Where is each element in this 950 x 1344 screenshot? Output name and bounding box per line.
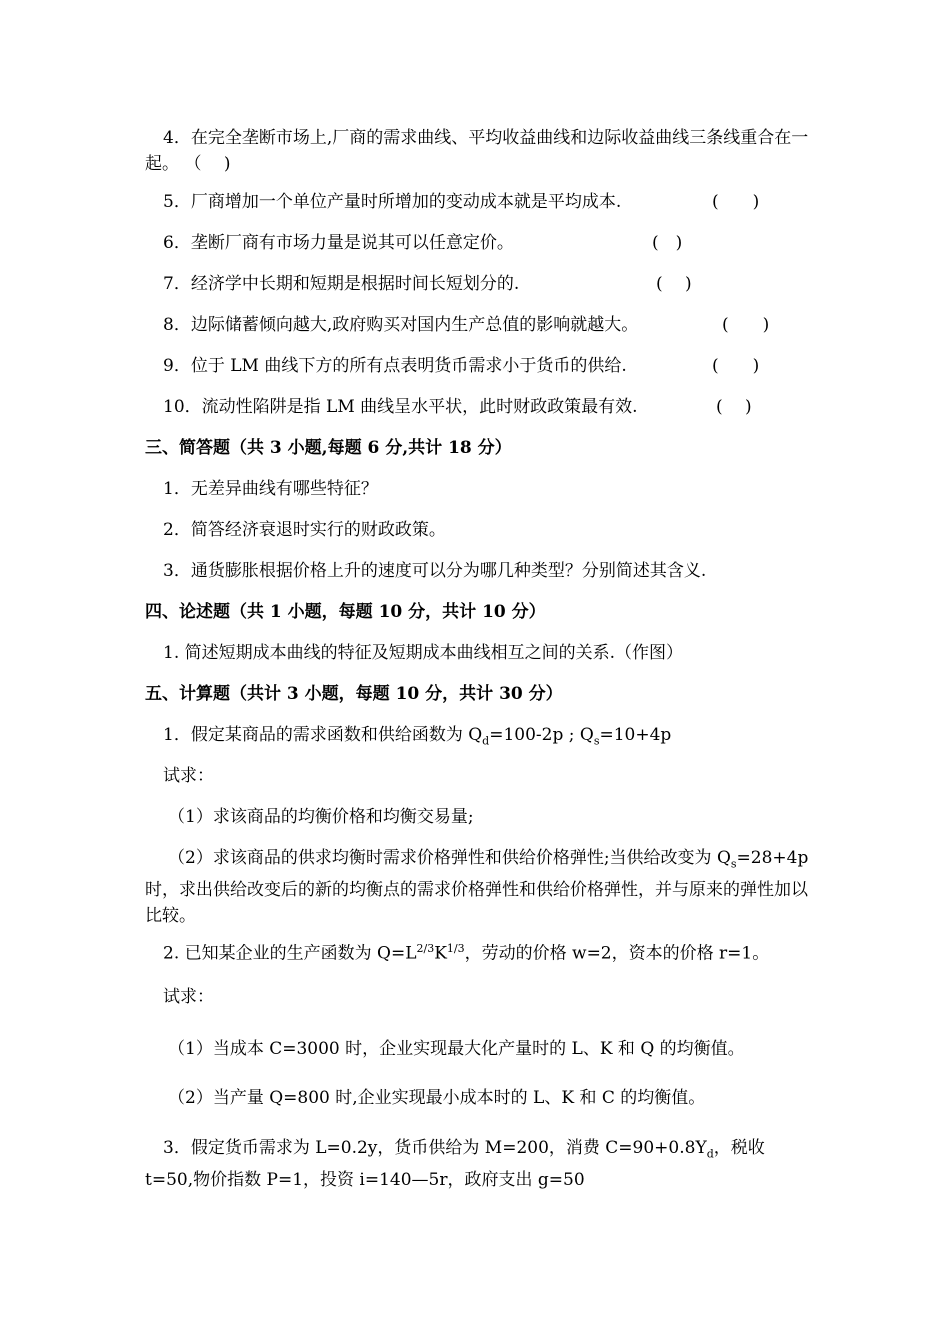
judgment-item-8-paren: ( ) [722,315,770,335]
essay-heading: 四、论述题（共 1 小题，每题 10 分，共计 10 分） [145,602,546,622]
calc-p1-ask: 试求： [163,766,214,786]
calc-p1-mid: =100-2p ; Q [489,725,594,745]
judgment-item-9-paren: ( ) [712,356,760,376]
calc-p1-s2a: （2）求该商品的供求均衡时需求价格弹性和供给价格弹性;当供给改变为 Q [168,848,731,868]
calc-p1-sub-d: d [482,734,490,748]
calc-p1-lead: 1．假定某商品的需求函数和供给函数为 Q [163,725,483,745]
calc-p1-sub-question-1: （1）求该商品的均衡价格和均衡交易量; [168,807,474,827]
judgment-item-5-text: 5．厂商增加一个单位产量时所增加的变动成本就是平均成本. [163,192,622,212]
short-answer-heading: 三、简答题（共 3 小题,每题 6 分,共计 18 分） [145,438,512,458]
judgment-item-6-text: 6．垄断厂商有市场力量是说其可以任意定价。 [163,233,514,253]
calc-p1-sub-s: s [593,734,600,748]
calc-p1-s2b: =28+4p 时，求出供给改变后的新的均衡点的需求价格弹性和供给价格弹性，并与原来的弹性加以比较。 [145,848,809,927]
calc-p2-tail: ，劳动的价格 w=2，资本的价格 r=1。 [464,943,770,964]
calc-p2-mid: K [434,943,447,964]
judgment-item-4-paren: （ ) [193,154,231,174]
calc-p2-sub-question-1: （1）当成本 C=3000 时，企业实现最大化产量时的 L、K 和 Q 的均衡值。 [168,1039,745,1059]
judgment-item-4 [145,125,810,177]
calc-p1-question [163,724,671,752]
calc-p3-a: 3．假定货币需求为 L=0.2y，货币供给为 M=200，消费 C=90+0.8Y [163,1138,707,1158]
calc-p2-sub-question-2: （2）当产量 Q=800 时,企业实现最小成本时的 L、K 和 C 的均衡值。 [168,1088,706,1108]
judgment-item-8-text: 8．边际储蓄倾向越大,政府购买对国内生产总值的影响就越大。 [163,315,639,335]
calc-p1-s2-sub: s [730,857,737,871]
calc-p2-sup-2: 1/3 [446,942,465,955]
short-answer-item-1: 1．无差异曲线有哪些特征？ [163,479,378,499]
judgment-item-6-paren: ( ) [652,233,683,253]
calc-p3-question [145,1135,810,1193]
judgment-item-5-paren: ( ) [712,192,760,212]
judgment-item-10-text: 10．流动性陷阱是指 LM 曲线呈水平状，此时财政政策最有效. [163,397,638,417]
judgment-item-10-paren: ( ) [716,397,752,417]
short-answer-item-2: 2．简答经济衰退时实行的财政政策。 [163,520,446,540]
calc-p3-b: ，税收 t=50,物价指数 P=1，投资 i=140—5r，政府支出 g=50 [145,1138,765,1191]
judgment-item-7-text: 7．经济学中长期和短期是根据时间长短划分的. [163,274,520,294]
essay-item-1: 1. 简述短期成本曲线的特征及短期成本曲线相互之间的关系.（作图） [163,643,684,663]
judgment-item-4-text: 4．在完全垄断市场上,厂商的需求曲线、平均收益曲线和边际收益曲线三条线重合在一起。 [145,128,809,174]
calc-p2-question [163,938,769,965]
calc-p2-lead: 2. 已知某企业的生产函数为 Q=L [163,943,417,964]
judgment-item-7-paren: ( ) [656,274,692,294]
calc-p1-tail: =10+4p [599,725,672,745]
calc-heading: 五、计算题（共计 3 小题，每题 10 分，共计 30 分） [145,684,563,704]
calc-p2-ask: 试求： [163,987,214,1007]
judgment-item-9-text: 9．位于 LM 曲线下方的所有点表明货币需求小于货币的供给. [163,356,627,376]
calc-p3-sub: d [706,1147,714,1161]
short-answer-item-3: 3．通货膨胀根据价格上升的速度可以分为哪几种类型？分别简述其含义. [163,561,707,581]
calc-p1-sub-question-2 [145,845,810,929]
calc-p2-sup-1: 2/3 [416,942,435,955]
